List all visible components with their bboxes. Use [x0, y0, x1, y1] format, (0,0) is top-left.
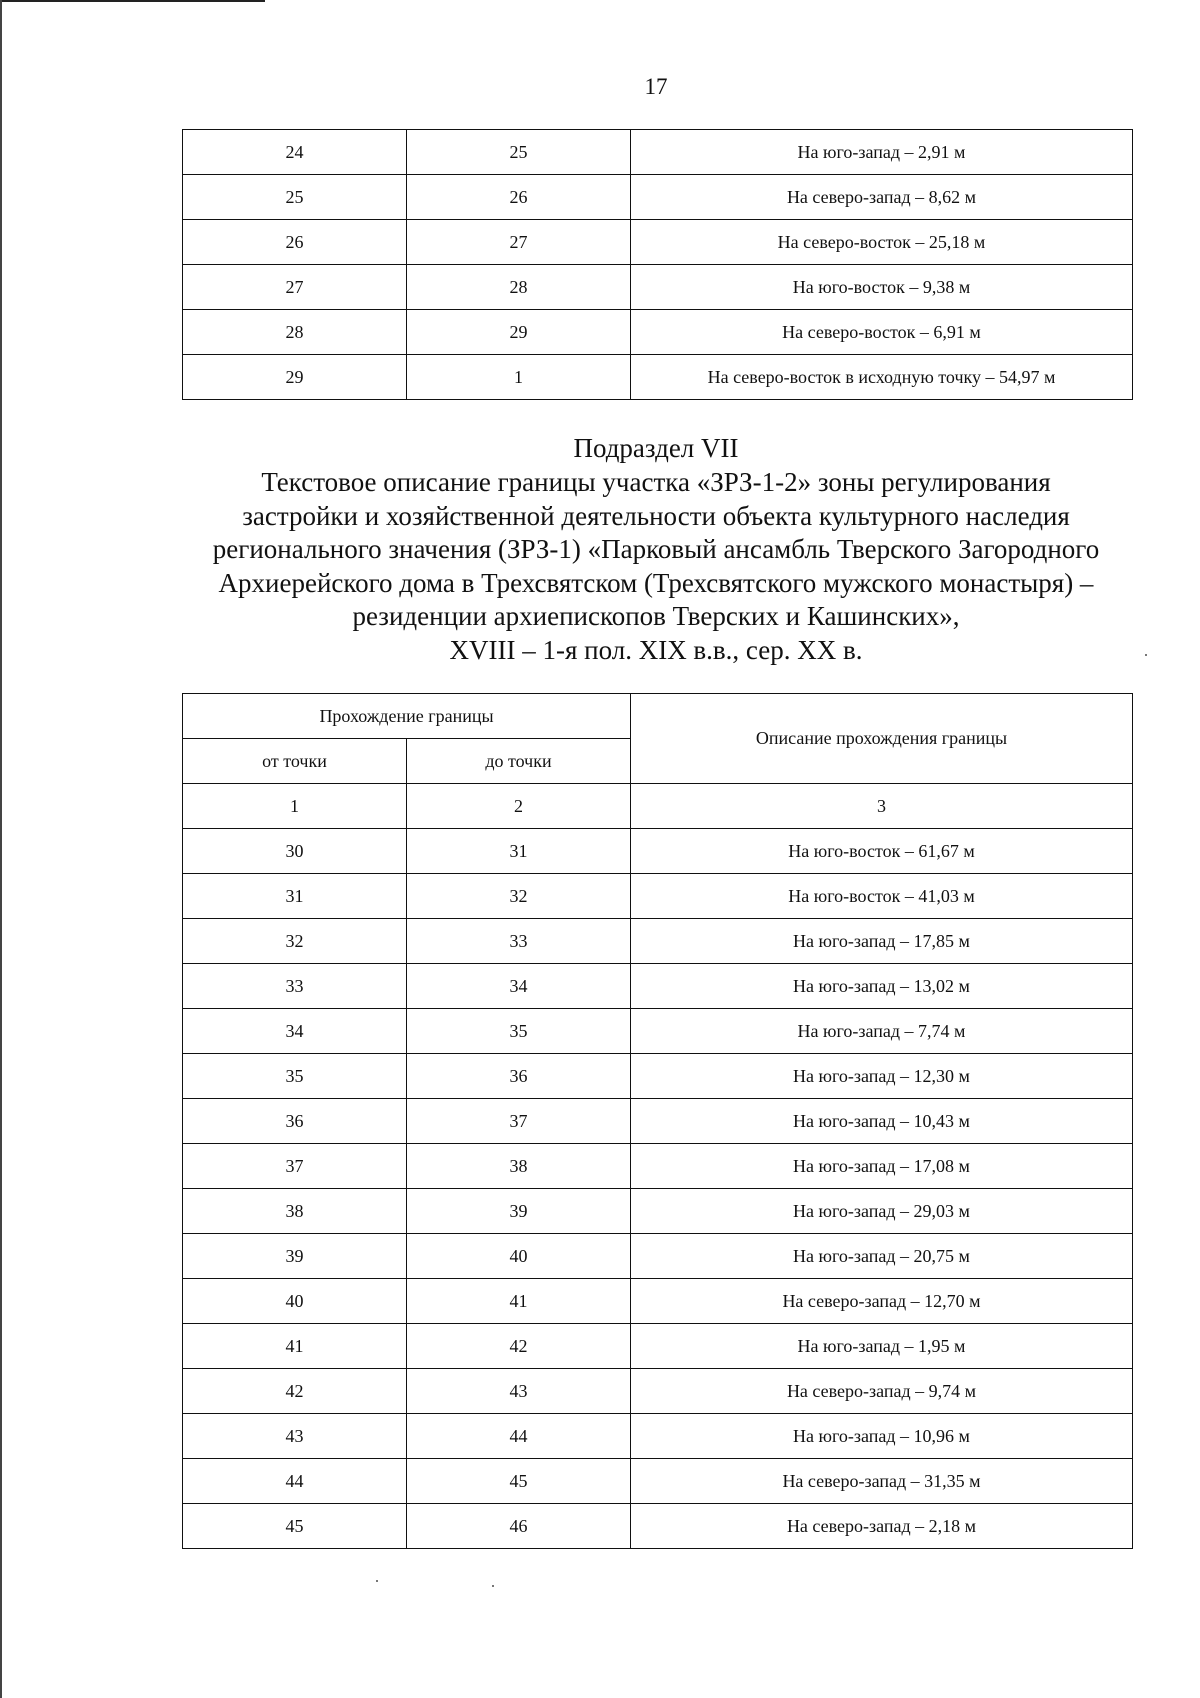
- table-row: [183, 829, 1133, 874]
- description-cell: На юго-запад – 13,02 м: [631, 964, 1133, 1009]
- description-cell: На юго-восток – 61,67 м: [631, 829, 1133, 874]
- section-line: застройки и хозяйственной деятельности объекта культурного наследия: [242, 500, 1070, 531]
- scan-edge-top: [0, 0, 265, 2]
- description-cell: На северо-восток в исходную точку – 54,97 м: [631, 355, 1133, 400]
- to-point-cell: 1: [407, 355, 631, 400]
- description-cell: На юго-запад – 7,74 м: [631, 1009, 1133, 1054]
- to-point-cell: 37: [407, 1099, 631, 1144]
- header-to-cell: до точки: [407, 739, 631, 784]
- to-point-cell: 31: [407, 829, 631, 874]
- from-point-cell: 30: [183, 829, 407, 874]
- from-point-cell: 42: [183, 1369, 407, 1414]
- column-number-cell: 2: [407, 784, 631, 829]
- from-point-cell: 44: [183, 1459, 407, 1504]
- to-point-cell: 38: [407, 1144, 631, 1189]
- from-point-cell: 33: [183, 964, 407, 1009]
- from-point-cell: 25: [183, 175, 407, 220]
- description-cell: На юго-запад – 10,43 м: [631, 1099, 1133, 1144]
- to-point-cell: 35: [407, 1009, 631, 1054]
- to-point-cell: 26: [407, 175, 631, 220]
- scan-speck: [1145, 654, 1147, 656]
- description-cell: На юго-запад – 10,96 м: [631, 1414, 1133, 1459]
- from-point-cell: 32: [183, 919, 407, 964]
- table-header-row: [183, 694, 1133, 739]
- column-number-cell: 1: [183, 784, 407, 829]
- to-point-cell: 33: [407, 919, 631, 964]
- header-group-cell: Прохождение границы: [183, 694, 631, 739]
- to-point-cell: 39: [407, 1189, 631, 1234]
- description-cell: На юго-запад – 17,85 м: [631, 919, 1133, 964]
- description-cell: На юго-запад – 20,75 м: [631, 1234, 1133, 1279]
- to-point-cell: 32: [407, 874, 631, 919]
- section-heading: Подраздел VII: [573, 433, 739, 463]
- description-cell: На северо-восток – 6,91 м: [631, 310, 1133, 355]
- from-point-cell: 35: [183, 1054, 407, 1099]
- from-point-cell: 34: [183, 1009, 407, 1054]
- to-point-cell: 36: [407, 1054, 631, 1099]
- table-row: [183, 874, 1133, 919]
- from-point-cell: 41: [183, 1324, 407, 1369]
- header-from-cell: от точки: [183, 739, 407, 784]
- description-cell: На северо-восток – 25,18 м: [631, 220, 1133, 265]
- section-line: Текстовое описание границы участка «ЗРЗ-1-2» зоны регулирования: [261, 467, 1051, 497]
- table-row: [183, 130, 1133, 175]
- from-point-cell: 26: [183, 220, 407, 265]
- from-point-cell: 39: [183, 1234, 407, 1279]
- table-row: [183, 1144, 1133, 1189]
- to-point-cell: 44: [407, 1414, 631, 1459]
- section-line: регионального значения (ЗРЗ-1) «Парковый ансамбль Тверского Загородного: [212, 534, 1100, 564]
- table-row: [183, 265, 1133, 310]
- to-point-cell: 42: [407, 1324, 631, 1369]
- table-row: [183, 919, 1133, 964]
- to-point-cell: 41: [407, 1279, 631, 1324]
- table-row: [183, 175, 1133, 220]
- section-line: XVIII – 1-я пол. XIX в.в., сер. XX в.: [449, 634, 863, 665]
- scan-speck: [376, 1580, 378, 1582]
- description-cell: На северо-запад – 2,18 м: [631, 1504, 1133, 1549]
- table-row: [183, 1459, 1133, 1504]
- from-point-cell: 40: [183, 1279, 407, 1324]
- from-point-cell: 31: [183, 874, 407, 919]
- description-cell: На юго-запад – 1,95 м: [631, 1324, 1133, 1369]
- section-line: резиденции архиепископов Тверских и Кашинских»,: [352, 601, 960, 631]
- table-row: [183, 220, 1133, 265]
- section-description: [150, 466, 1162, 667]
- from-point-cell: 38: [183, 1189, 407, 1234]
- to-point-cell: 40: [407, 1234, 631, 1279]
- table-column-numbers-row: [183, 784, 1133, 829]
- boundary-table-continued-body: [183, 130, 1133, 400]
- description-cell: На северо-запад – 8,62 м: [631, 175, 1133, 220]
- boundary-table-body: [183, 829, 1133, 1549]
- table-row: [183, 1099, 1133, 1144]
- scan-speck: [492, 1585, 494, 1587]
- to-point-cell: 43: [407, 1369, 631, 1414]
- boundary-table-continued: [182, 129, 1133, 400]
- from-point-cell: 28: [183, 310, 407, 355]
- scan-edge-left: [0, 0, 2, 1698]
- table-row: [183, 310, 1133, 355]
- description-cell: На юго-восток – 9,38 м: [631, 265, 1133, 310]
- from-point-cell: 43: [183, 1414, 407, 1459]
- description-cell: На юго-запад – 29,03 м: [631, 1189, 1133, 1234]
- boundary-table: [182, 693, 1133, 1549]
- table-row: [183, 1369, 1133, 1414]
- description-cell: На северо-запад – 31,35 м: [631, 1459, 1133, 1504]
- table-row: [183, 1324, 1133, 1369]
- table-row: [183, 1414, 1133, 1459]
- from-point-cell: 29: [183, 355, 407, 400]
- description-cell: На юго-запад – 2,91 м: [631, 130, 1133, 175]
- table-row: [183, 1009, 1133, 1054]
- description-cell: На северо-запад – 9,74 м: [631, 1369, 1133, 1414]
- table-row: [183, 1504, 1133, 1549]
- description-cell: На юго-запад – 12,30 м: [631, 1054, 1133, 1099]
- from-point-cell: 27: [183, 265, 407, 310]
- to-point-cell: 29: [407, 310, 631, 355]
- column-number-cell: 3: [631, 784, 1133, 829]
- table-row: [183, 355, 1133, 400]
- table-row: [183, 964, 1133, 1009]
- to-point-cell: 28: [407, 265, 631, 310]
- description-cell: На юго-запад – 17,08 м: [631, 1144, 1133, 1189]
- to-point-cell: 45: [407, 1459, 631, 1504]
- description-cell: На северо-запад – 12,70 м: [631, 1279, 1133, 1324]
- table-row: [183, 1189, 1133, 1234]
- section-line: Архиерейского дома в Трехсвятском (Трехсвятского мужского монастыря) –: [218, 567, 1094, 598]
- to-point-cell: 25: [407, 130, 631, 175]
- table-row: [183, 1279, 1133, 1324]
- header-description-cell: Описание прохождения границы: [631, 694, 1133, 784]
- to-point-cell: 34: [407, 964, 631, 1009]
- table-row: [183, 1054, 1133, 1099]
- to-point-cell: 27: [407, 220, 631, 265]
- from-point-cell: 36: [183, 1099, 407, 1144]
- description-cell: На юго-восток – 41,03 м: [631, 874, 1133, 919]
- to-point-cell: 46: [407, 1504, 631, 1549]
- page-number: 17: [644, 74, 668, 99]
- table-row: [183, 1234, 1133, 1279]
- from-point-cell: 24: [183, 130, 407, 175]
- from-point-cell: 37: [183, 1144, 407, 1189]
- from-point-cell: 45: [183, 1504, 407, 1549]
